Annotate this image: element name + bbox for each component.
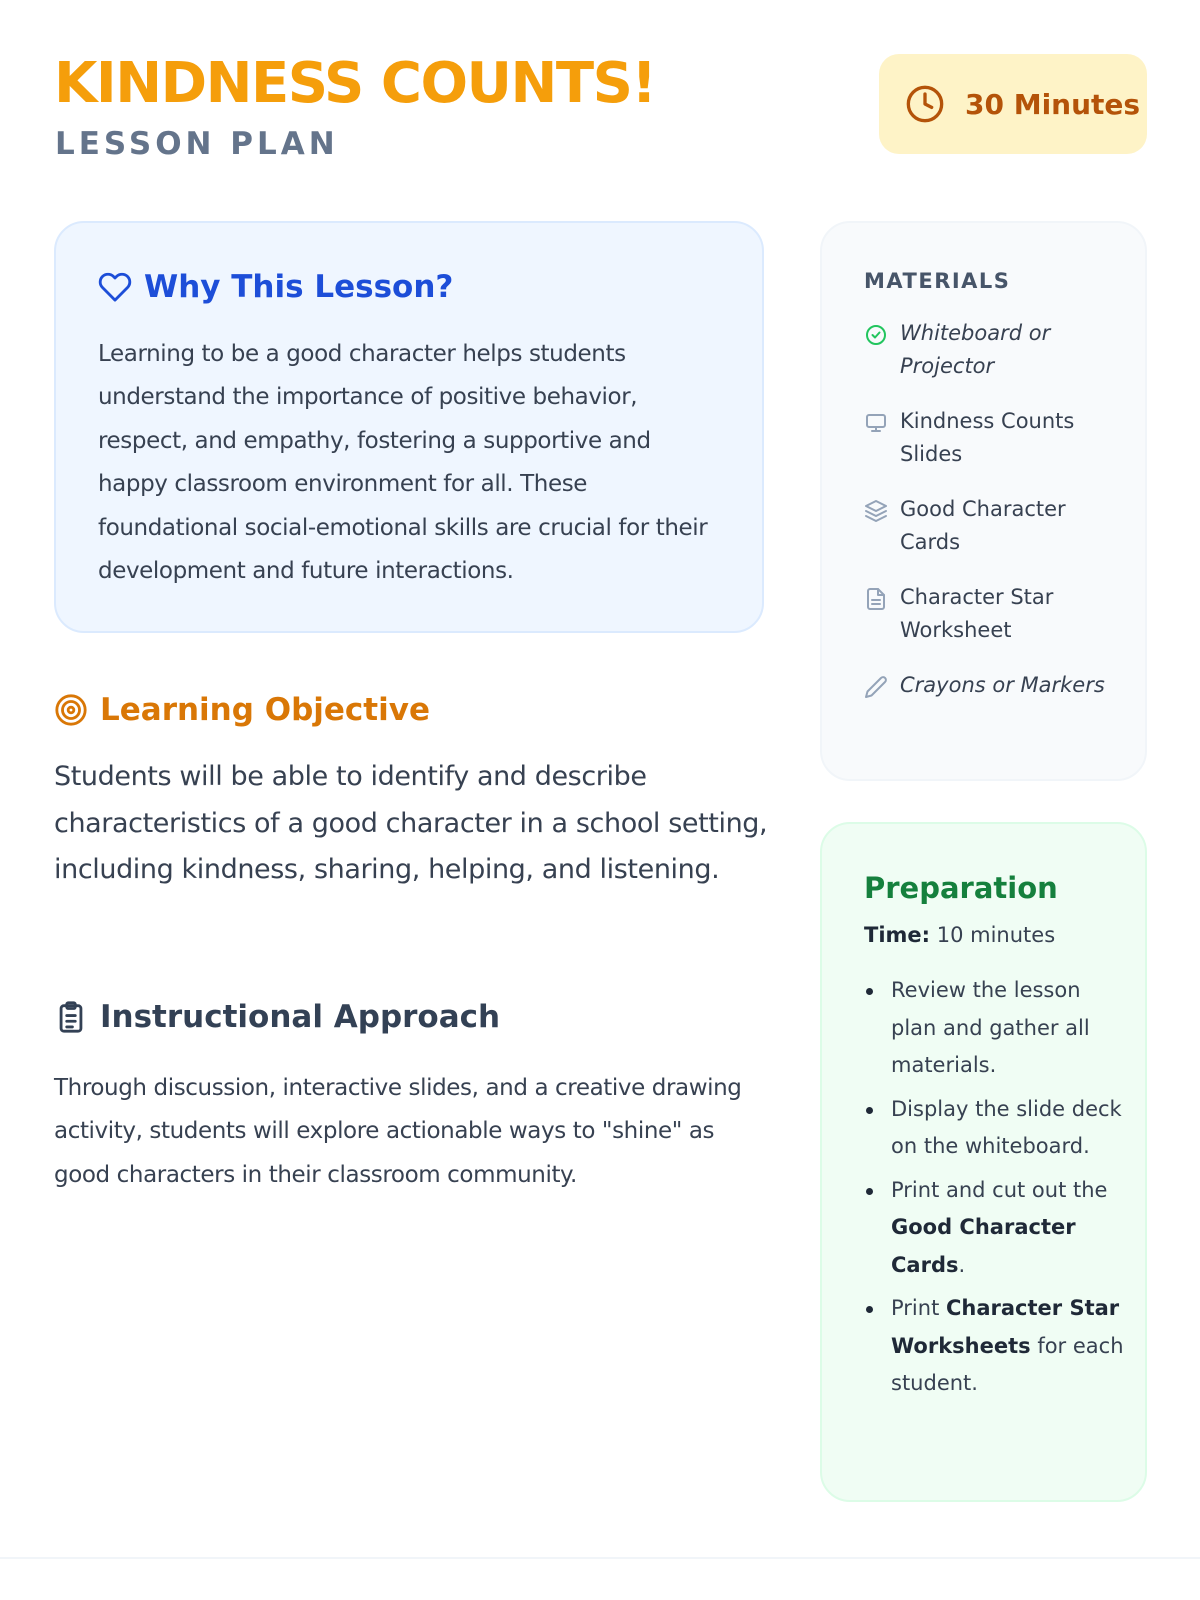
instructional-approach-title: Instructional Approach: [100, 999, 501, 1035]
materials-list: [864, 317, 1125, 702]
preparation-item: [864, 972, 1127, 1085]
material-item: [864, 317, 1125, 383]
preparation-list: [864, 972, 1127, 1403]
preparation-title: Preparation: [864, 871, 1058, 905]
preparation-time-label: Time:: [864, 923, 931, 947]
why-this-lesson-card: [54, 221, 764, 633]
clock-icon: [905, 84, 945, 124]
material-label: Kindness Counts Slides: [900, 409, 1075, 466]
bottom-divider: [0, 1557, 1200, 1559]
preparation-item-bold: Good Character Cards: [891, 1215, 1076, 1277]
pencil-icon: [864, 675, 888, 699]
duration-text: 30 Minutes: [965, 87, 1141, 121]
preparation-item-text: Print: [891, 1296, 946, 1320]
layers-icon: [864, 499, 888, 523]
preparation-item-text: .: [958, 1252, 966, 1277]
materials-title: MATERIALS: [864, 269, 1011, 293]
preparation-item-bold: Character Star Worksheets: [891, 1296, 1120, 1358]
preparation-item: [864, 1091, 1127, 1166]
preparation-item-text: for each student.: [891, 1333, 1124, 1395]
why-header: [98, 267, 722, 307]
page-subtitle: LESSON PLAN: [55, 126, 339, 162]
why-title: Why This Lesson?: [144, 269, 454, 305]
learning-objective-header: [54, 688, 430, 732]
preparation-item: [864, 1290, 1127, 1403]
preparation-time-value: 10 minutes: [936, 923, 1056, 947]
learning-objective-title: Learning Objective: [100, 692, 430, 728]
check-circle-icon: [864, 323, 888, 347]
material-item: [864, 493, 1125, 559]
learning-objective-text: Students will be able to identify and describe characteristics of a good character in a school setting, including kindness, sharing, helping, and listening.: [54, 761, 768, 885]
materials-card: [820, 221, 1147, 781]
material-label: Good Character Cards: [900, 497, 1066, 554]
material-item: [864, 581, 1125, 647]
preparation-item: [864, 1172, 1127, 1285]
material-item: [864, 405, 1125, 471]
preparation-item-text: Print and cut out the: [891, 1177, 1108, 1202]
material-label: Whiteboard or Projector: [900, 321, 1051, 378]
monitor-icon: [864, 411, 888, 435]
instructional-approach-text: Through discussion, interactive slides, and a creative drawing activity, students will explore actionable ways to "shine" as good characters in their classroom community.: [54, 1075, 742, 1188]
instructional-approach-header: [54, 995, 500, 1039]
material-label: Character Star Worksheet: [900, 585, 1054, 642]
document-icon: [864, 587, 888, 611]
material-item: [864, 669, 1125, 702]
target-icon: [54, 693, 88, 727]
preparation-card: [820, 822, 1147, 1502]
preparation-item-text: Display the slide deck on the whiteboard.: [891, 1096, 1122, 1158]
clipboard-icon: [54, 1000, 88, 1034]
preparation-item-text: Review the lesson plan and gather all materials.: [891, 978, 1090, 1077]
heart-icon: [98, 270, 132, 304]
page-title: KINDNESS COUNTS!: [54, 51, 656, 116]
duration-badge: [879, 54, 1147, 154]
material-label: Crayons or Markers: [900, 673, 1105, 697]
preparation-time: [864, 920, 1127, 950]
why-text: Learning to be a good character helps students understand the importance of positive behavior, respect, and empathy, fostering a supportive and happy classroom environment for all. These foundational social-emotional skills are crucial for their development and future interactions.: [98, 341, 708, 585]
